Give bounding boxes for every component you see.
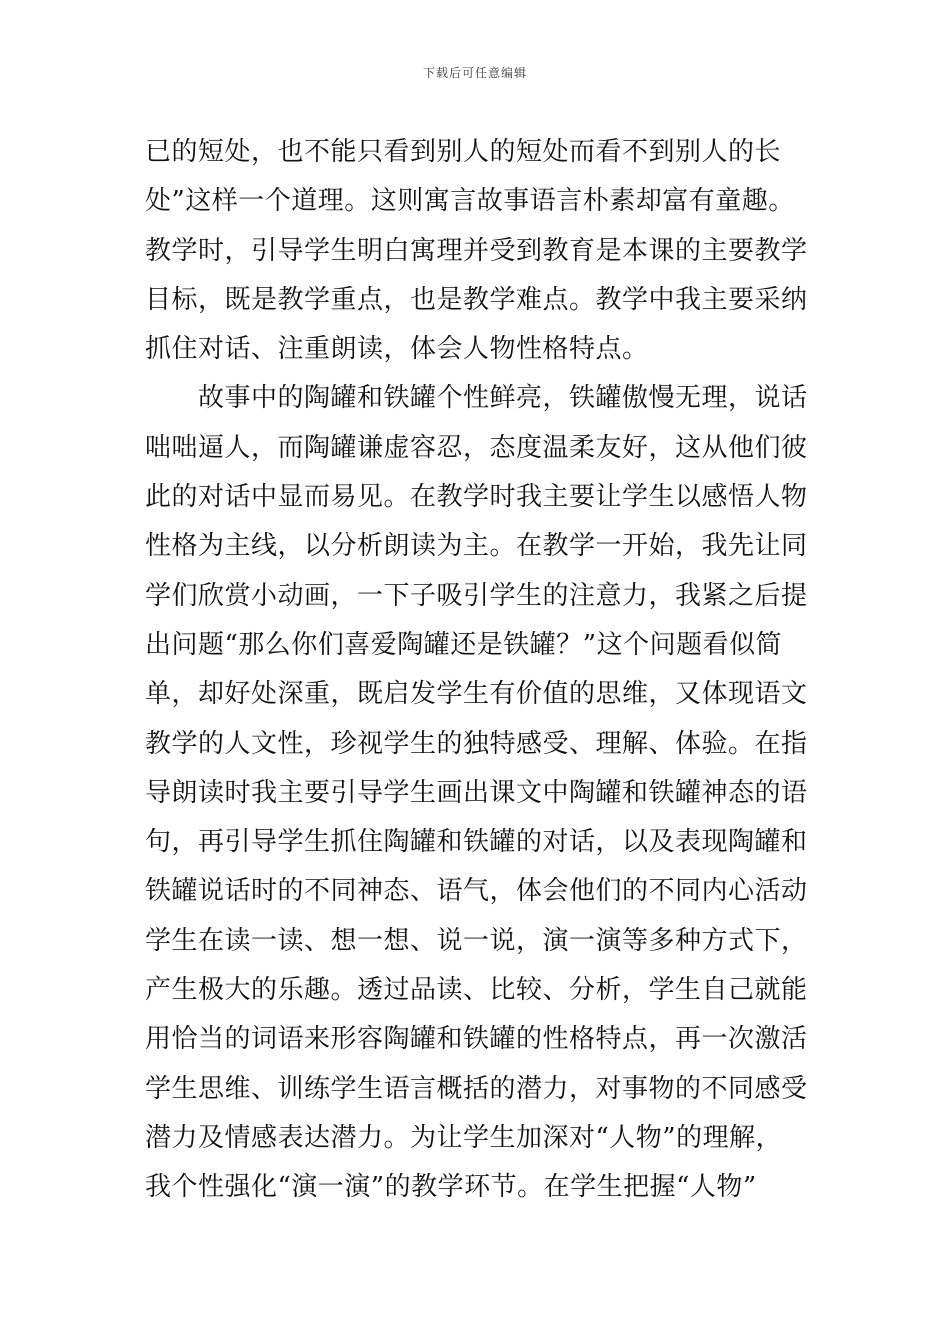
text-line: 抓住对话、注重朗读，体会人物性格特点。	[145, 334, 649, 365]
text-line: 学生思维、训练学生语言概括的潜力，对事物的不同感受	[145, 1073, 808, 1104]
text-line: 此的对话中显而易见。在教学时我主要让学生以感悟人物	[145, 482, 808, 513]
text-line: 用恰当的词语来形容陶罐和铁罐的性格特点，再一次激活	[145, 1024, 808, 1055]
text-line: 导朗读时我主要引导学生画出课文中陶罐和铁罐神态的语	[145, 777, 808, 808]
text-line: 教学的人文性，珍视学生的独特感受、理解、体验。在指	[145, 728, 808, 759]
text-line: 已的短处，也不能只看到别人的短处而看不到别人的长	[145, 137, 782, 167]
text-line: 我个性强化“演一演”的教学环节。在学生把握“人物”	[145, 1172, 757, 1203]
text-line: 故事中的陶罐和铁罐个性鲜亮，铁罐傲慢无理，说话	[145, 383, 808, 414]
text-line: 教学时，引导学生明白寓理并受到教育是本课的主要教学	[145, 235, 808, 266]
page-header: 下载后可任意编辑	[422, 66, 527, 80]
text-line: 出问题“那么你们喜爱陶罐还是铁罐？”这个问题看似简	[145, 629, 783, 660]
text-line: 句，再引导学生抓住陶罐和铁罐的对话，以及表现陶罐和	[145, 827, 808, 858]
text-line: 铁罐说话时的不同神态、语气，体会他们的不同内心活动	[145, 876, 808, 907]
text-line: 目标，既是教学重点，也是教学难点。教学中我主要采纳	[145, 284, 808, 315]
text-line: 学们欣赏小动画，一下子吸引学生的注意力，我紧之后提	[145, 580, 808, 611]
body-text	[145, 128, 815, 1213]
text-line: 产生极大的乐趣。透过品读、比较、分析，学生自己就能	[145, 975, 808, 1006]
text-line: 单，却好处深重，既启发学生有价值的思维，又体现语文	[145, 679, 808, 710]
text-line: 潜力及情感表达潜力。为让学生加深对“人物”的理解，	[145, 1122, 783, 1153]
text-line: 学生在读一读、想一想、说一说，演一演等多种方式下，	[145, 925, 808, 956]
text-line: 咄咄逼人，而陶罐谦虚容忍，态度温柔友好，这从他们彼	[145, 432, 808, 463]
text-line: 处”这样一个道理。这则寓言故事语言朴素却富有童趣。	[145, 186, 795, 217]
text-line: 性格为主线，以分析朗读为主。在教学一开始，我先让同	[145, 531, 808, 562]
